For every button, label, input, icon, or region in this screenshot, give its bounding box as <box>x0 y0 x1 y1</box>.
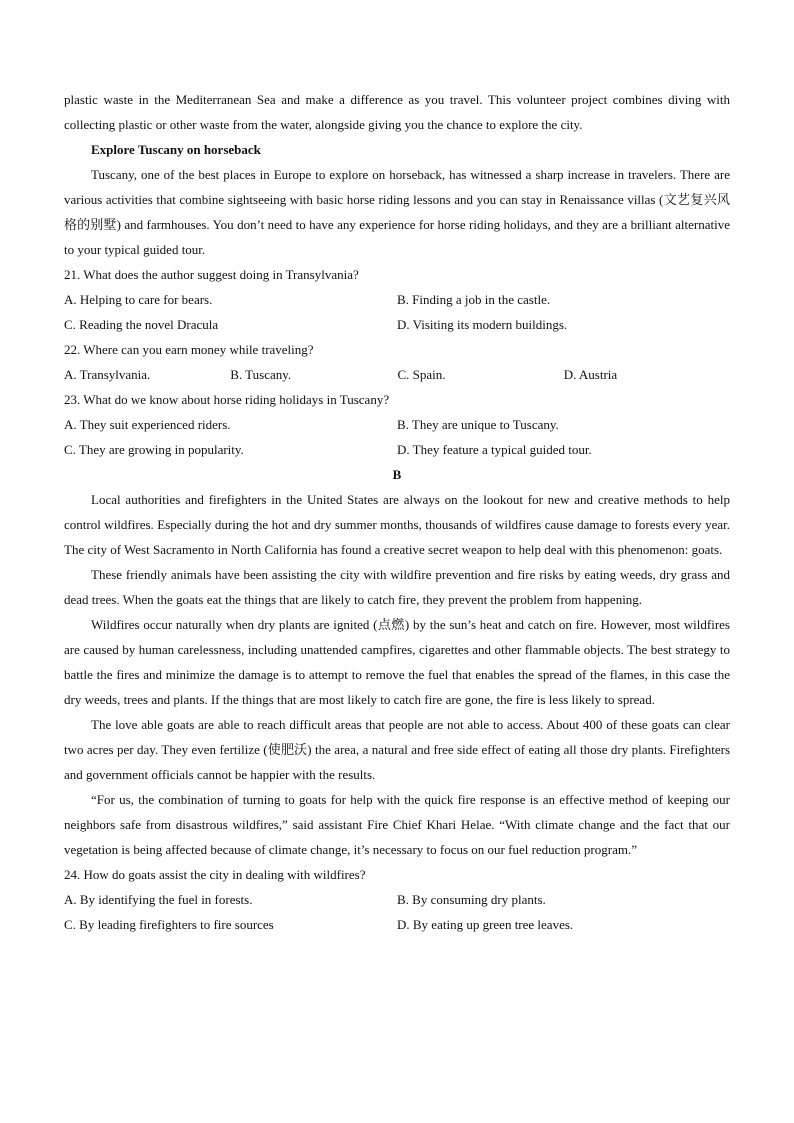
option-24-c: C. By leading firefighters to fire sources <box>64 917 274 932</box>
paragraph-tuscany: Tuscany, one of the best places in Europe to explore on horseback, has witnessed a sharp increase in travelers. There are various activities that combine sightseeing with basic horse riding lessons and you can stay in Renaissance villas (文艺复兴风格的别墅) and farmhouses. You don’t need to have any experience for horse riding holidays, and they are a brilliant alternative to your typical guided tour. <box>64 167 730 257</box>
paragraph-b-5: “For us, the combination of turning to goats for help with the quick fire response is an effective method of keeping our neighbors safe from disastrous wildfires,” said assistant Fire Chief Khari Helae. “With climate change and the fact that our vegetation is being affected because of climate change, it’s necessary to focus on our fuel reduction program.” <box>64 792 730 857</box>
options-row <box>64 412 730 437</box>
paragraph-b-3: Wildfires occur naturally when dry plants are ignited (点燃) by the sun’s heat and catch on fire. However, most wildfires are caused by human carelessness, including unattended campfires, cigarettes and other flammable objects. The best strategy to battle the fires and minimize the damage is to attempt to remove the fuel that enables the spread of the flames, in this case the dry weeds, trees and plants. If the things that are most likely to catch fire are gone, the fire is less likely to spread. <box>64 617 730 707</box>
option-22-d: D. Austria <box>563 367 618 382</box>
option-24-b: B. By consuming dry plants. <box>397 892 546 907</box>
option-23-a: A. They suit experienced riders. <box>64 417 231 432</box>
paragraph-b-1: Local authorities and firefighters in the United States are always on the lookout for new and creative methods to help control wildfires. Especially during the hot and dry summer months, thousands of wildfires cause damage to forests every year. The city of West Sacramento in North California has found a creative secret weapon to help deal with this phenomenon: goats. <box>64 492 730 557</box>
options-row <box>64 312 730 337</box>
option-23-b: B. They are unique to Tuscany. <box>397 417 559 432</box>
question-21: 21. What does the author suggest doing in Transylvania? <box>64 267 359 282</box>
option-22-a: A. Transylvania. <box>64 367 151 382</box>
passage-a-continuation: plastic waste in the Mediterranean Sea and make a difference as you travel. This volunteer project combines diving with collecting plastic or other waste from the water, alongside giving you the chance to explore the city. <box>64 92 730 132</box>
options-row <box>64 912 730 937</box>
paragraph-b-2: These friendly animals have been assisting the city with wildfire prevention and fire risks by eating weeds, dry grass and dead trees. When the goats eat the things that are likely to catch fire, they prevent the problem from happening. <box>64 567 730 607</box>
question-24: 24. How do goats assist the city in dealing with wildfires? <box>64 867 366 882</box>
option-22-c: C. Spain. <box>397 367 446 382</box>
option-23-c: C. They are growing in popularity. <box>64 442 244 457</box>
options-row <box>64 362 730 387</box>
document-page <box>64 87 730 937</box>
question-22: 22. Where can you earn money while traveling? <box>64 342 314 357</box>
option-22-b: B. Tuscany. <box>230 367 292 382</box>
options-row <box>64 287 730 312</box>
section-heading-tuscany: Explore Tuscany on horseback <box>91 142 261 157</box>
option-24-a: A. By identifying the fuel in forests. <box>64 892 253 907</box>
options-row <box>64 437 730 462</box>
options-row <box>64 887 730 912</box>
question-23: 23. What do we know about horse riding holidays in Tuscany? <box>64 392 390 407</box>
option-24-d: D. By eating up green tree leaves. <box>397 917 574 932</box>
option-21-b: B. Finding a job in the castle. <box>397 292 551 307</box>
option-23-d: D. They feature a typical guided tour. <box>397 442 592 457</box>
paragraph-b-4: The love able goats are able to reach difficult areas that people are not able to access. About 400 of these goats can clear two acres per day. They even fertilize (使肥沃) the area, a natural and free side effect of eating all those dry plants. Firefighters and government officials cannot be happier with the results. <box>64 717 730 782</box>
option-21-c: C. Reading the novel Dracula <box>64 317 219 332</box>
option-21-a: A. Helping to care for bears. <box>64 292 213 307</box>
option-21-d: D. Visiting its modern buildings. <box>397 317 568 332</box>
section-letter-b: B <box>392 467 402 482</box>
